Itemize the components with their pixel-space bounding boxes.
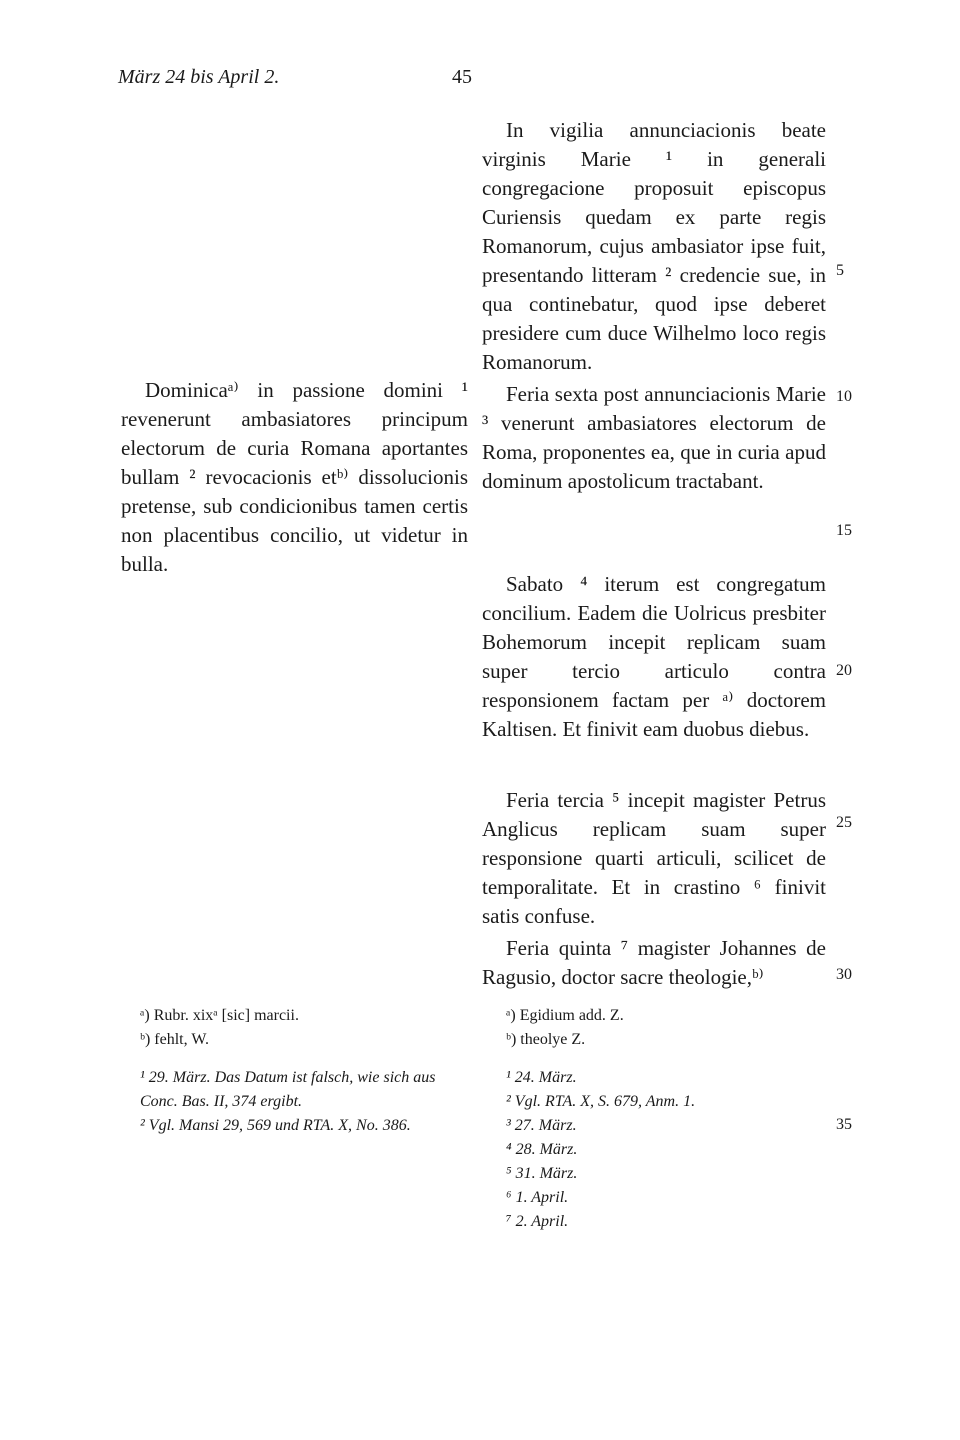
line-number: 10	[836, 388, 852, 405]
left-apparatus	[140, 1004, 468, 1138]
entry-feria-sexta: Feria sexta post annunciacionis Marie ³ venerunt ambasiatores electorum de Roma, proponentes ea, que in curia apud dominum apostolicum tractabant.	[482, 382, 826, 493]
footnote-1: ¹ 24. März.	[506, 1069, 577, 1086]
line-number: 30	[836, 966, 852, 983]
variant-note-a: ᵃ) Rubr. xixᵃ [sic] marcii.	[140, 1007, 299, 1024]
variant-note-b: ᵇ) theolye Z.	[506, 1031, 586, 1048]
footnote-2: ² Vgl. Mansi 29, 569 und RTA. X, No. 386.	[140, 1117, 411, 1134]
variant-note-a: ᵃ) Egidium add. Z.	[506, 1007, 624, 1024]
entry-feria-tercia: Feria tercia ⁵ incepit magister Petrus Anglicus replicam suam super responsione quarti articuli, scilicet de temporalitate. Et in crastino ⁶ finivit satis confuse.	[482, 788, 826, 928]
page-number: 45	[452, 66, 472, 88]
entry-vigilia-annunciacionis: In vigilia annunciacionis beate virginis Marie ¹ in generali congregacione proposuit episcopus Curiensis quedam ex parte regis Romanorum, cujus ambasiator ipse fuit, presentando litteram ² credencie sue, in qua continebatur, quod ipse deberet presidere cum duce Wilhelmo loco regis Romanorum.	[482, 118, 826, 374]
line-number: 15	[836, 522, 852, 539]
footnote-2: ² Vgl. RTA. X, S. 679, Anm. 1.	[506, 1093, 696, 1110]
footnote-3: ³ 27. März.	[506, 1117, 577, 1134]
footnote-1: ¹ 29. März. Das Datum ist falsch, wie sich aus Conc. Bas. II, 374 ergibt.	[140, 1069, 436, 1110]
line-number: 5	[836, 262, 844, 279]
footnote-6: ⁶ 1. April.	[506, 1189, 569, 1206]
entry-feria-quinta: Feria quinta ⁷ magister Johannes de Ragusio, doctor sacre theologie,ᵇ⁾	[482, 936, 826, 989]
footnote-7: ⁷ 2. April.	[506, 1213, 569, 1230]
left-entry-dominica: Dominicaᵃ⁾ in passione domini ¹ revenerunt ambasiatores principum electorum de curia Romana aportantes bullam ² revocacionis etᵇ⁾ dissolucionis pretense, sub condicionibus tamen certis non placentibus concilio, ut videtur in bulla.	[121, 378, 468, 576]
running-title: März 24 bis April 2.	[118, 66, 280, 88]
line-number: 35	[836, 1116, 852, 1133]
line-number: 20	[836, 662, 852, 679]
line-number: 25	[836, 814, 852, 831]
variant-note-b: ᵇ) fehlt, W.	[140, 1031, 209, 1048]
footnote-5: ⁵ 31. März.	[506, 1165, 578, 1182]
right-apparatus	[506, 1004, 826, 1234]
footnote-4: ⁴ 28. März.	[506, 1141, 578, 1158]
entry-sabato: Sabato ⁴ iterum est congregatum concilium. Eadem die Uolricus presbiter Bohemorum incepit replicam suam super tercio articulo contra responsionem factam per ᵃ⁾ doctorem Kaltisen. Et finivit eam duobus diebus.	[482, 572, 826, 741]
